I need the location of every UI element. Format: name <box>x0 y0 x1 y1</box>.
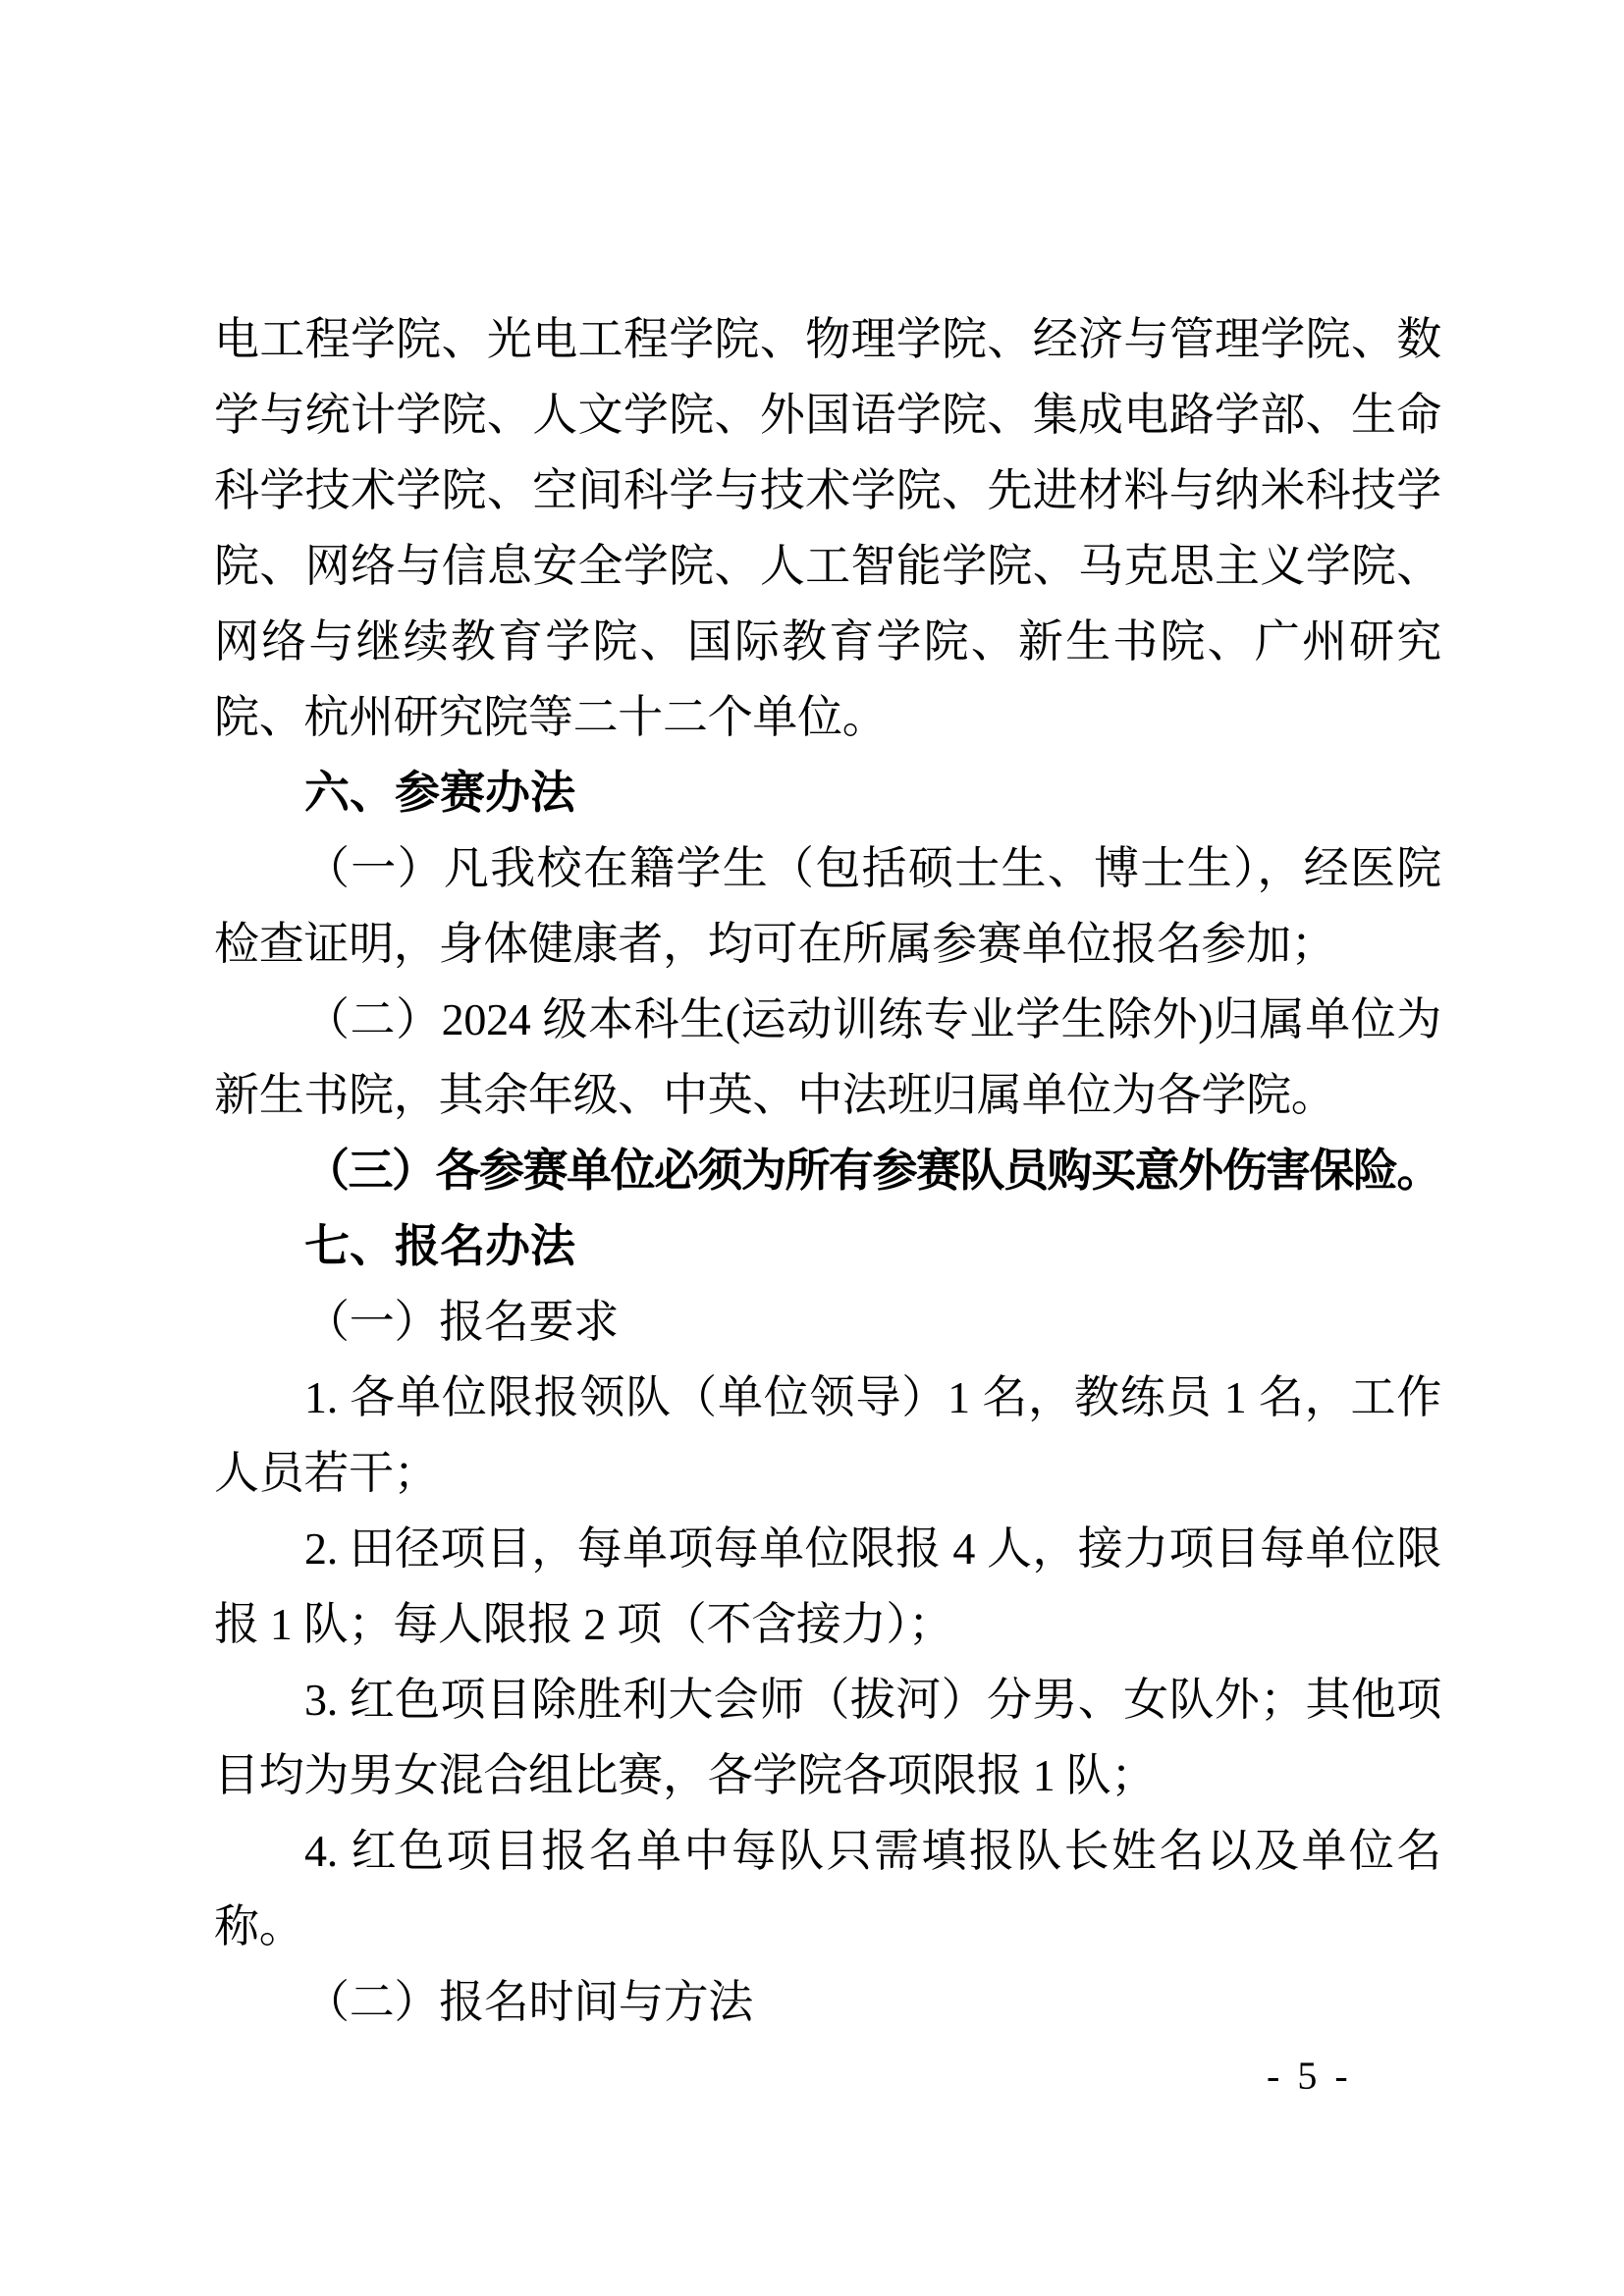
item-1-team-leader-limits: 1. 各单位限报领队（单位领导）1 名，教练员 1 名，工作人员若干； <box>214 1372 1441 1498</box>
section-6-heading: 六、参赛办法 <box>304 767 575 818</box>
clause-2-unit-affiliation: （二）2024 级本科生(运动训练专业学生除外)归属单位为新生书院，其余年级、中英、中法班归属单位为各学院。 <box>214 994 1441 1120</box>
clause-3-insurance: （三）各参赛单位必须为所有参赛队员购买意外伤害保险。 <box>304 1145 1440 1196</box>
page-number: - 5 - <box>1267 2054 1352 2098</box>
clause-1-eligibility: （一）凡我校在籍学生（包括硕士生、博士生），经医院检查证明，身体健康者，均可在所属参赛单位报名参加； <box>214 843 1441 969</box>
item-4-red-events-form: 4. 红色项目报名单中每队只需填报队长姓名以及单位名称。 <box>214 1826 1441 1951</box>
document-body <box>214 301 1441 2040</box>
paragraph-participating-units: 电工程学院、光电工程学院、物理学院、经济与管理学院、数学与统计学院、人文学院、外国语学院、集成电路学部、生命科学技术学院、空间科学与技术学院、先进材料与纳米科技学院、网络与信息安全学院、人工智能学院、马克思主义学院、网络与继续教育学院、国际教育学院、新生书院、广州研究院、杭州研究院等二十二个单位。 <box>214 314 1441 742</box>
item-3-red-events-teams: 3. 红色项目除胜利大会师（拔河）分男、女队外；其他项目均为男女混合组比赛，各学院各项限报 1 队； <box>214 1675 1441 1800</box>
section-7-heading: 七、报名办法 <box>304 1220 575 1271</box>
subsection-1-heading-registration-requirements: （一）报名要求 <box>304 1297 619 1347</box>
subsection-2-heading-registration-time-method: （二）报名时间与方法 <box>304 1977 754 2027</box>
item-2-track-field-limits: 2. 田径项目，每单项每单位限报 4 人，接力项目每单位限报 1 队；每人限报 2 项（不含接力）； <box>214 1523 1441 1649</box>
